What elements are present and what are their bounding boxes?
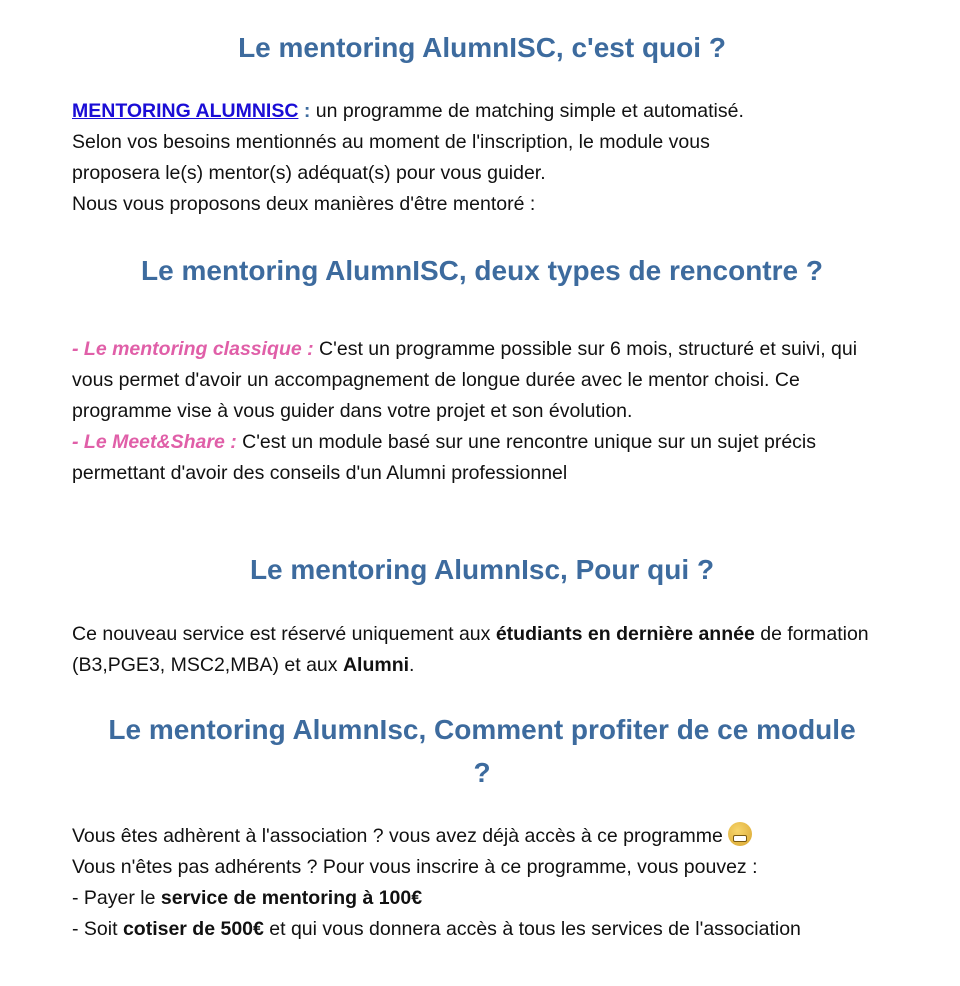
howto-line-3-prefix: - Payer le <box>72 887 161 909</box>
mentoring-alumnisc-link[interactable]: MENTORING ALUMNISC <box>72 100 299 122</box>
howto-line-1: Vous êtes adhèrent à l'association ? vous avez déjà accès à ce programme <box>72 825 729 847</box>
intro-line-1: un programme de matching simple et automatisé. <box>310 100 744 122</box>
colon: : <box>298 100 311 122</box>
heading-two-types: Le mentoring AlumnISC, deux types de rencontre ? <box>141 255 823 286</box>
grinning-face-icon <box>728 822 752 846</box>
type-classic <box>72 334 892 427</box>
heading-for-whom: Le mentoring AlumnIsc, Pour qui ? <box>249 554 715 585</box>
audience-text-2: de formation (B3,PGE3, MSC2,MBA) et aux <box>72 623 869 676</box>
heading-how-to: Le mentoring AlumnIsc, Comment profiter de ce module ? <box>108 714 856 788</box>
types-block <box>72 334 892 489</box>
intro-line-3: proposera le(s) mentor(s) adéquat(s) pour vous guider. <box>72 162 546 184</box>
howto-line-4-prefix: - Soit <box>72 918 123 940</box>
intro-line-4: Nous vous proposons deux manières d'être mentoré : <box>72 193 536 215</box>
audience-text-1: Ce nouveau service est réservé uniquement aux <box>72 623 496 645</box>
type-classic-label: - Le mentoring classique : <box>72 338 314 360</box>
howto-membership-price: cotiser de 500€ <box>122 918 264 940</box>
type-meet-share <box>72 427 892 489</box>
type-meet-share-text: C'est un module basé sur une rencontre unique sur un sujet précis permettant d'avoir des conseils d'un Alumni professionnel <box>72 431 817 484</box>
intro-block <box>72 96 892 220</box>
howto-block <box>72 821 892 945</box>
howto-line-4-rest: et qui vous donnera accès à tous les services de l'association <box>263 918 801 940</box>
type-meet-share-label: - Le Meet&Share : <box>72 431 237 453</box>
howto-mentoring-price: service de mentoring à 100€ <box>160 887 423 909</box>
type-classic-text: C'est un programme possible sur 6 mois, structuré et suivi, qui vous permet d'avoir un accompagnement de longue durée avec le mentor choisi. Ce programme vise à vous guider dans votre projet et son évolution. <box>72 338 858 422</box>
audience-bold-alumni: Alumni <box>342 654 410 676</box>
howto-line-2: Vous n'êtes pas adhérents ? Pour vous inscrire à ce programme, vous pouvez : <box>72 856 758 878</box>
audience-block <box>72 619 892 681</box>
heading-what-is: Le mentoring AlumnISC, c'est quoi ? <box>238 32 726 63</box>
audience-text-3: . <box>409 654 415 676</box>
audience-bold-students: étudiants en dernière année <box>495 623 755 645</box>
intro-line-2: Selon vos besoins mentionnés au moment de l'inscription, le module vous <box>72 131 710 153</box>
